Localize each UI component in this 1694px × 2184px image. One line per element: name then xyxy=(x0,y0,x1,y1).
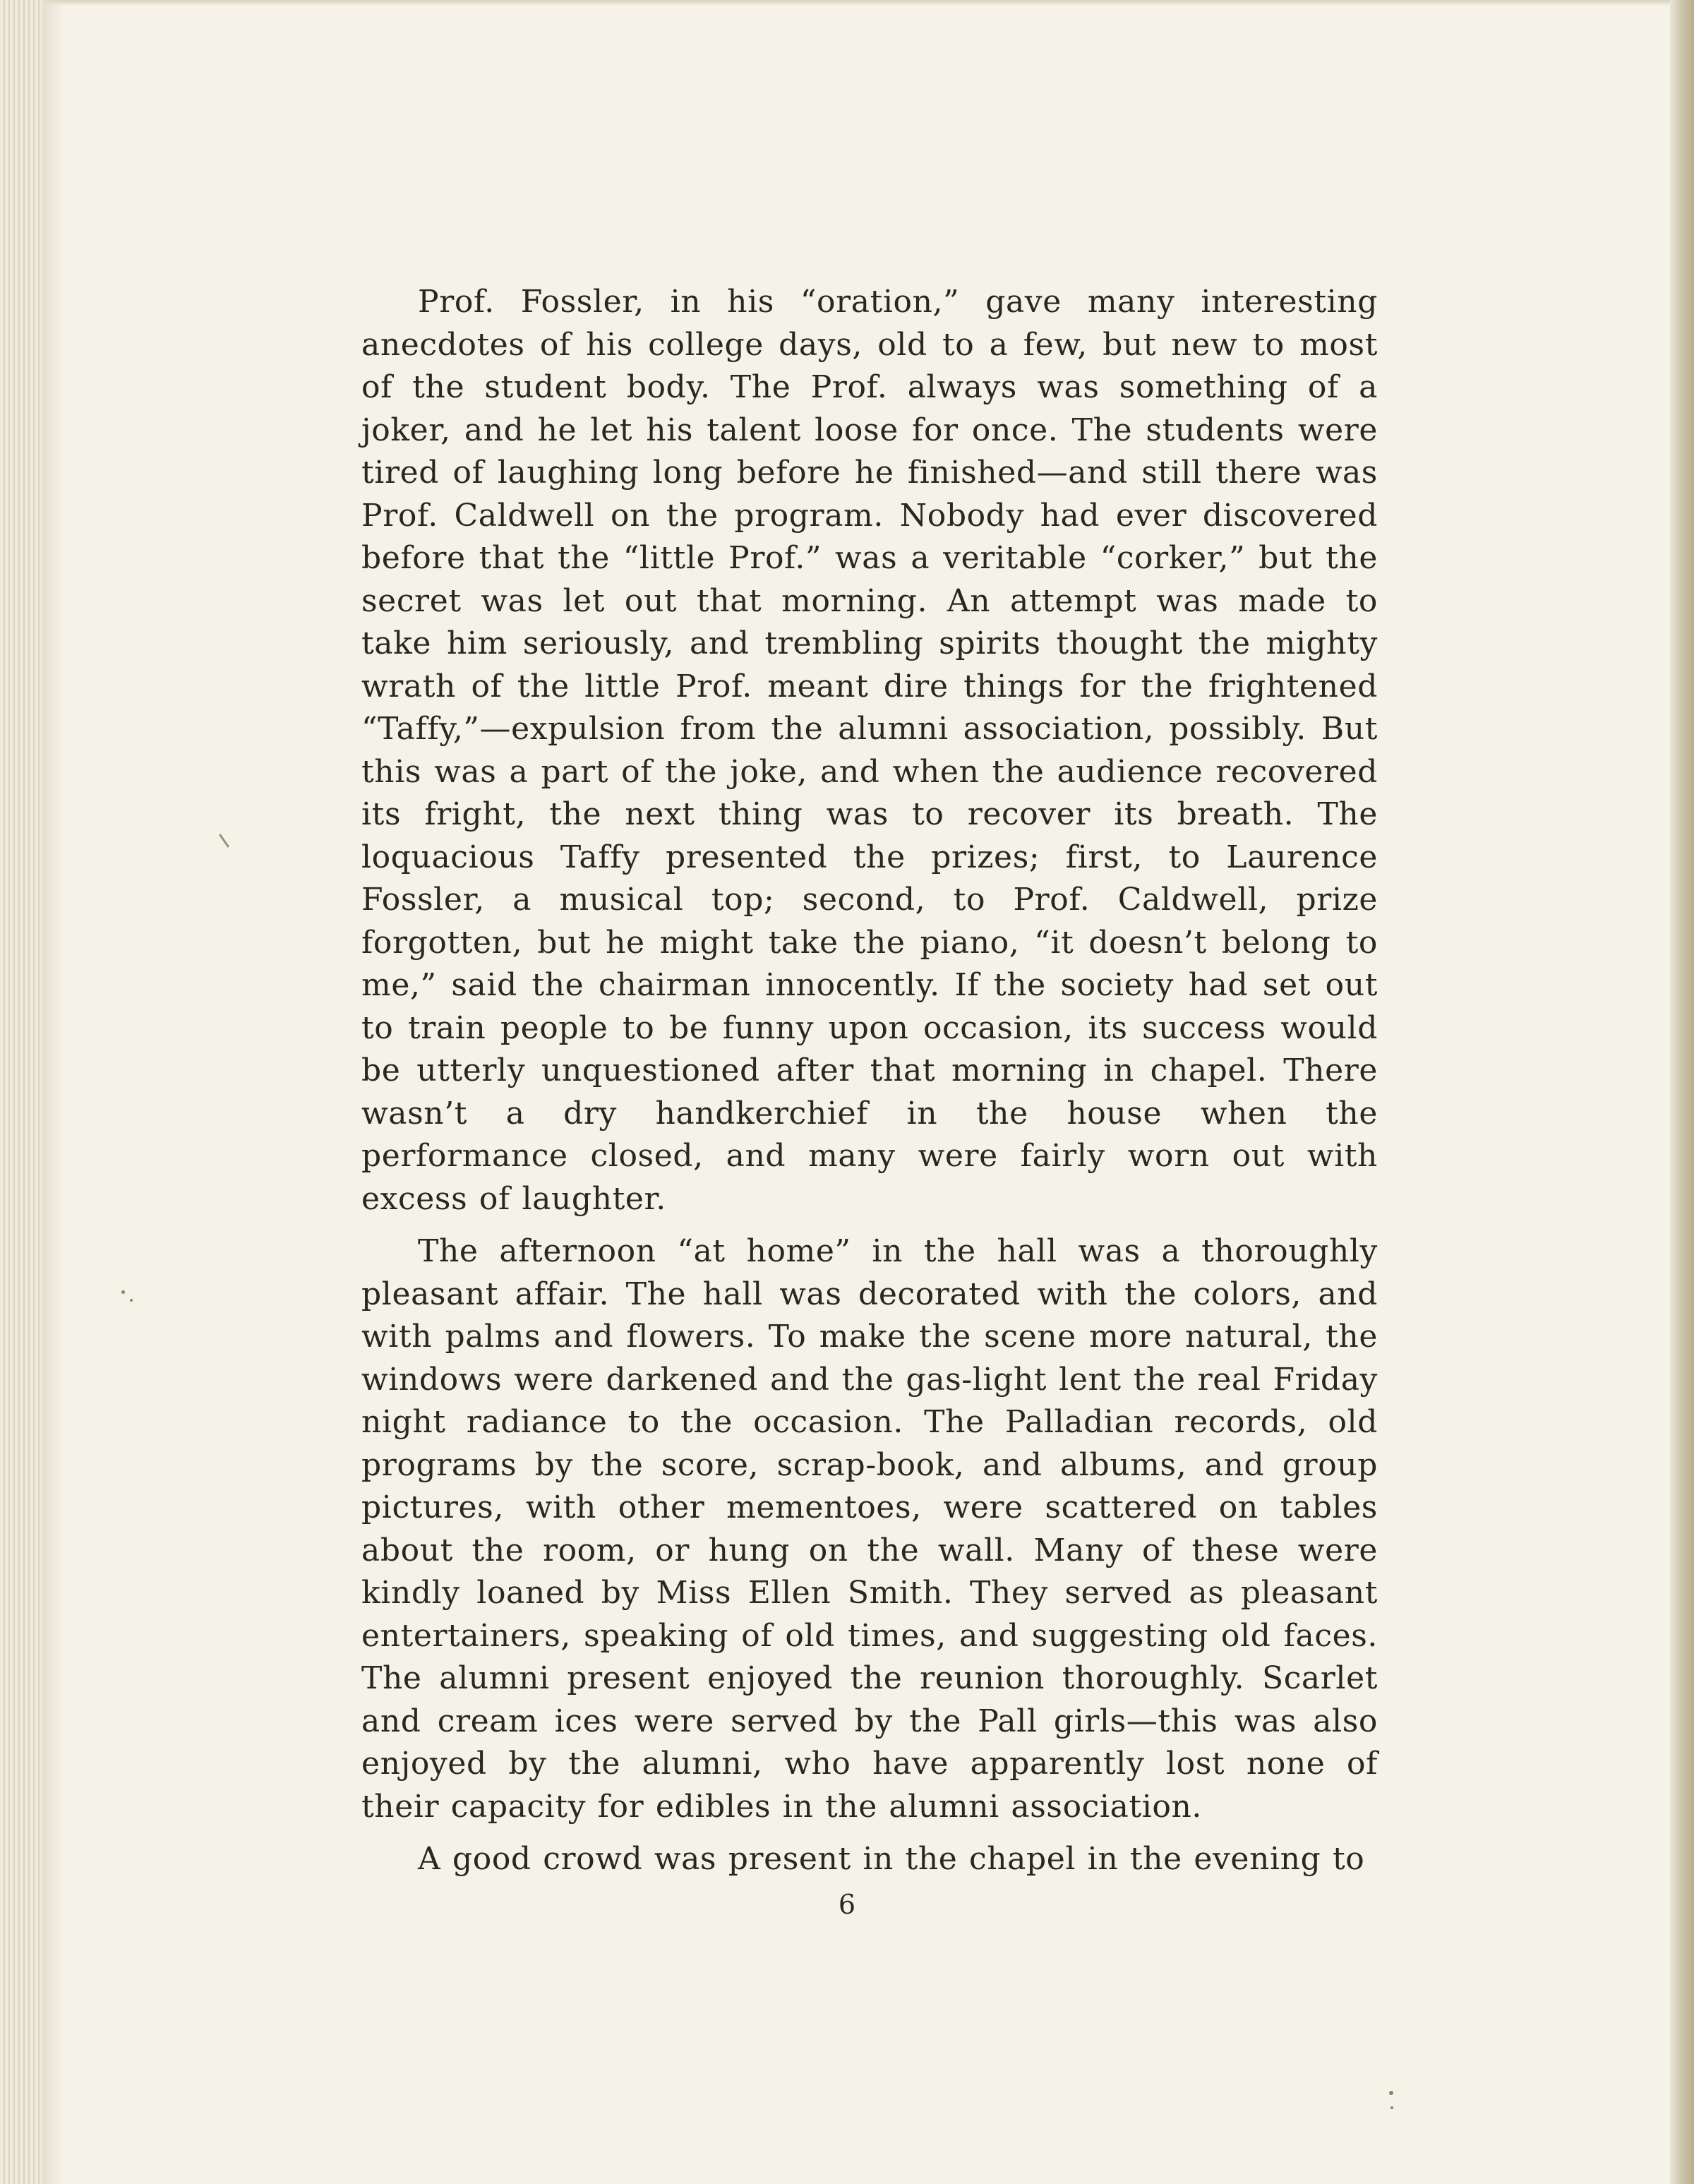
paragraph-3: A good crowd was present in the chapel in the evening to xyxy=(418,1841,1365,1877)
scan-speck xyxy=(121,1290,125,1294)
gutter-shadow xyxy=(42,0,64,2184)
page-right-edge xyxy=(1670,0,1694,2184)
page-number: 6 xyxy=(838,1889,856,1920)
scan-speck xyxy=(130,1299,133,1302)
body-text xyxy=(361,281,1378,1891)
paragraph-2: The afternoon “at home” in the hall was a thoroughly pleasant affair. The hall was decorated with the colors, and with palms and flowers. To make the scene more natural, the windows were darkened and the gas-light lent the real Friday night radiance to the occasion. The Palladian records, old programs by the score, scrap-book, and albums, and group pictures, with other mementoes, were scattered on tables about the room, or hung on the wall. Many of these were kindly loaned by Miss Ellen Smith. They served as pleasant entertainers, speaking of old times, and suggesting old faces. The alumni present enjoyed the reunion thoroughly. Scarlet and cream ices were served by the Pall girls—this was also enjoyed by the alumni, who have apparently lost none of their capacity for edibles in the alumni association. xyxy=(361,1233,1378,1825)
paragraph-1: Prof. Fossler, in his “oration,” gave many interesting anecdotes of his college days, old to a few, but new to most of the student body. The Prof. always was something of a joker, and he let his talent loose for once. The students were tired of laughing long before he finished—and still there was Prof. Caldwell on the program. Nobody had ever discovered before that the “little Prof.” was a veritable “corker,” but the secret was let out that morning. An attempt was made to take him seriously, and trembling spirits thought the mighty wrath of the little Prof. meant dire things for the frightened “Taffy,”—expulsion from the alumni association, possibly. But this was a part of the joke, and when the audience recovered its fright, the next thing was to recover its breath. The loquacious Taffy presented the prizes; first, to Laurence Fossler, a musical top; second, to Prof. Caldwell, prize forgotten, but he might take the piano, “it doesn’t belong to me,” said the chairman innocently. If the society had set out to train people to be funny upon occasion, its success would be utterly unquestioned after that morning in chapel. There wasn’t a dry handkerchief in the house when the performance closed, and many were fairly worn out with excess of laughter. xyxy=(361,284,1378,1217)
scan-speck xyxy=(1390,2106,1393,2109)
page-stack-edges xyxy=(0,0,42,2184)
scan-mark xyxy=(219,834,229,848)
scan-speck xyxy=(1389,2091,1393,2095)
page-top-edge xyxy=(0,0,1694,6)
